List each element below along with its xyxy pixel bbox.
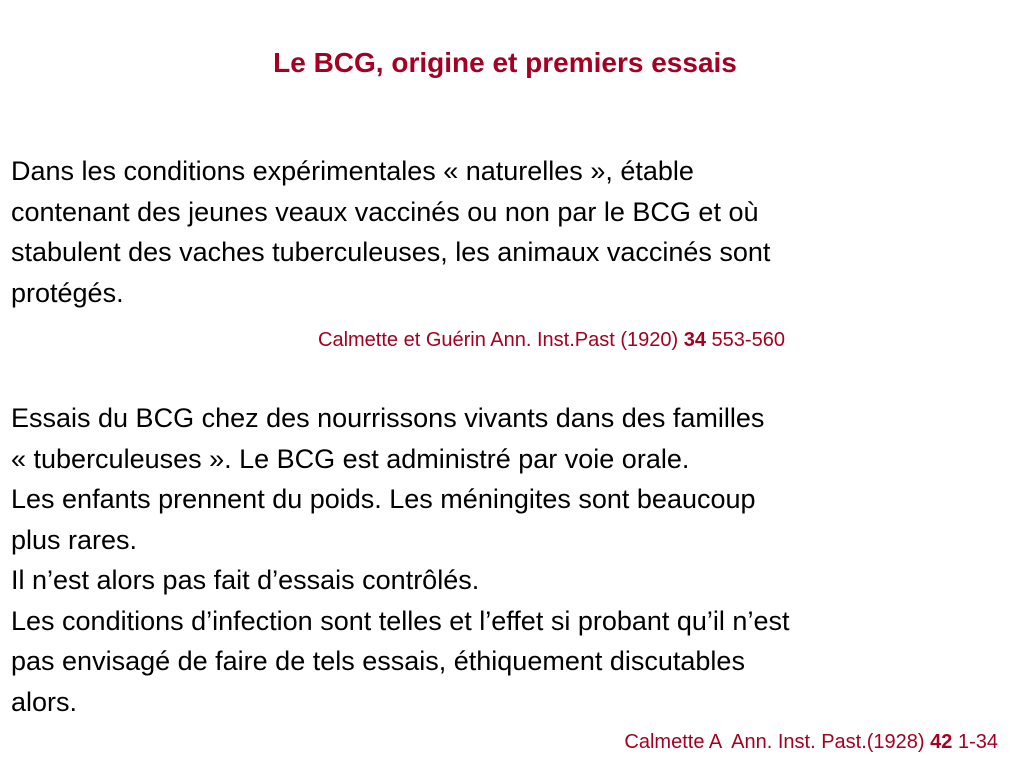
paragraph-line: stabulent des vaches tuberculeuses, les animaux vaccinés sont <box>11 237 771 267</box>
slide-title: Le BCG, origine et premiers essais <box>273 47 737 78</box>
citation-source: Calmette A Ann. Inst. Past.(1928) <box>624 731 931 753</box>
paragraph-line: protégés. <box>11 277 124 308</box>
paragraph-line: contenant des jeunes veaux vaccinés ou non par le BCG et où <box>11 196 759 227</box>
paragraph-infant-trials <box>11 398 1011 722</box>
paragraph-line: alors. <box>11 686 78 717</box>
paragraph-line: Essais du BCG chez des nourrissons vivants dans des familles <box>11 403 765 433</box>
paragraph-line: Les conditions d’infection sont telles et l’effet si probant qu’il n’est <box>11 605 790 636</box>
paragraph-line: plus rares. <box>11 524 138 555</box>
paragraph-line: pas envisagé de faire de tels essais, éthiquement discutables <box>11 646 745 676</box>
citation-calmette-guerin-1920 <box>318 328 785 352</box>
paragraph-line: Les enfants prennent du poids. Les méningites sont beaucoup <box>11 484 756 514</box>
citation-volume: 34 <box>683 329 706 351</box>
paragraph-line: Il n’est alors pas fait d’essais contrôlés. <box>11 565 480 595</box>
citation-volume: 42 <box>930 731 953 753</box>
paragraph-line: « tuberculeuses ». Le BCG est administré par voie orale. <box>11 443 690 474</box>
citation-pages: 1-34 <box>952 731 998 753</box>
paragraph-line: Dans les conditions expérimentales « naturelles », étable <box>11 156 694 186</box>
citation-calmette-1928 <box>624 730 998 754</box>
paragraph-natural-conditions <box>11 151 1011 313</box>
citation-pages: 553-560 <box>706 329 785 351</box>
citation-source: Calmette et Guérin Ann. Inst.Past (1920) <box>318 329 684 351</box>
